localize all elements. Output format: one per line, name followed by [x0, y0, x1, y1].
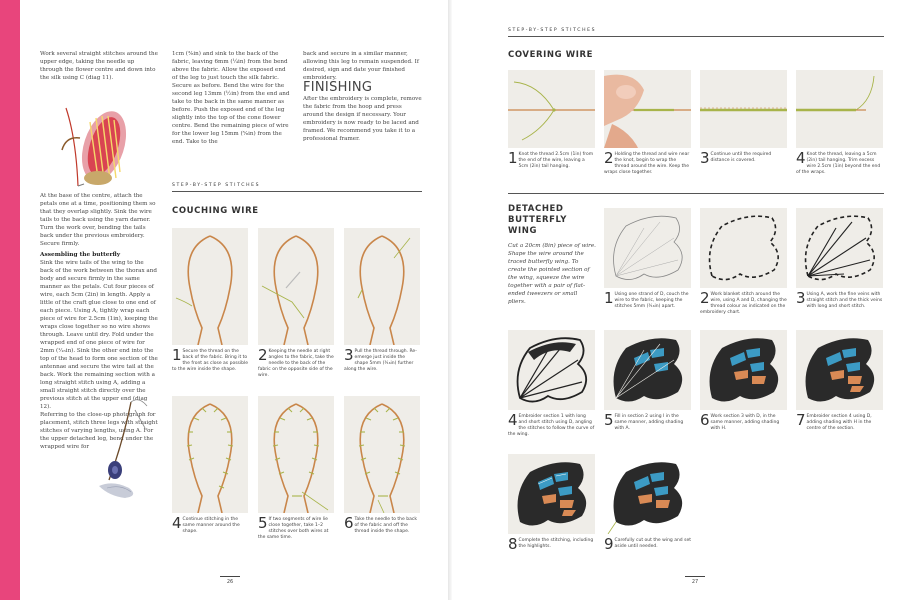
couching-photo-6 [344, 396, 420, 513]
wing-step-7: 7 Embroider section 4 using D, adding shading with H in the centre of the section. [796, 411, 872, 431]
butterfly-wing-title: DETACHED BUTTERFLY WING [508, 204, 567, 236]
page-number-right: 27 [685, 576, 705, 585]
covering-step-1: 1 Knot the thread 2.5cm (1in) from the end of the wire, leaving a 5cm (2in) tail hanging. [508, 149, 594, 169]
couching-photo-3 [344, 228, 420, 345]
wing-photo-6 [700, 330, 787, 410]
butterfly-antennae-illustration [95, 392, 157, 500]
body-paragraph: Work several straight stitches around the upper edge, taking the needle up through the flower centre and down into the silk using C (diag 11). [40, 51, 158, 81]
left-column-1 [40, 50, 158, 82]
covering-step-2: 2 Holding the thread and wire near the knot, begin to wrap the thread around the wire. Keep the wraps close together. [604, 149, 690, 175]
wing-photo-8 [508, 454, 595, 534]
covering-step-4: 4 Knot the thread, leaving a 5cm (2in) tail hanging. Trim excess wire 2.5cm (1in) beyond the end of the wraps. [796, 149, 881, 175]
wing-step-4: 4 Embroider section 1 with long and short stitch using D, angling the stitches to follow the curve of the wing. [508, 411, 595, 437]
wing-step-9: 9 Carefully cut out the wing and set aside until needed. [604, 535, 691, 553]
wing-photo-5 [604, 330, 691, 410]
couching-step-2: 2 Keeping the needle at right angles to the fabric, take the needle to the back of the fabric on the opposite side of the wire. [258, 346, 334, 378]
section-label-left: STEP-BY-STEP STITCHES [172, 183, 261, 188]
page-number-left: 26 [220, 576, 240, 585]
wing-photo-1 [604, 208, 691, 288]
couching-wire-title: COUCHING WIRE [172, 206, 259, 216]
pink-edge-bar [0, 0, 20, 600]
body-paragraph: Referring to the close-up photograph for placement, stitch three legs with straight stitches of varying lengths, using A. For the upper detached leg, bend under the wrapped wire for [40, 412, 158, 450]
couching-photo-4 [172, 396, 248, 513]
wing-step-2: 2 Work blanket stitch around the wire, using A and D, changing the thread colour as indicated on the embroidery chart. [700, 289, 787, 315]
wing-step-1: 1 Using one strand of D, couch the wire to the fabric, keeping the stitches 5mm (³⁄₁₆in) apart. [604, 289, 689, 309]
couching-step-6: 6 Take the needle to the back of the fabric and off the thread inside the shape. [344, 514, 417, 534]
wing-photo-9 [604, 454, 691, 534]
covering-photo-1 [508, 70, 595, 148]
section-rule-right [508, 36, 884, 37]
left-column-3 [303, 50, 423, 143]
book-gutter [448, 0, 452, 600]
section-rule-butterfly [508, 193, 884, 194]
wing-photo-3 [796, 208, 883, 288]
body-paragraph: 1cm (³⁄₈in) and sink to the back of the fabric, leaving 6mm (¼in) from the bend above the fabric. Allow the exposed end of the leg to just touch the silk fabric. Secure as before. Bend the wire for the second leg 13mm (½in) from the end and take to the back in the same manner as before. Push the exposed end of the leg slightly into the top of the cone flower centre. Bend the remaining piece of wire for the lower leg 15mm (⁵⁄₈in) from the end. Take to the [172, 51, 290, 145]
body-paragraph: back and secure in a similar manner, allowing this leg to remain suspended. If desired, sign and date your finished embroidery. [303, 51, 419, 81]
body-paragraph: Sink the wire tails of the wing to the back of the work between the thorax and body and secure firmly in the same manner as the petals. Cut four pieces of wire, each 5cm (2in) in length. Apply a little of the craft glue close to one end of each piece. Using A, tightly wrap each piece of wire for 2.5cm (1in), keeping the wraps close together so no wire shows through. Leave until dry. Fold under the wrapped end of one piece of wire for 2mm (¹⁄₁₆in). Sink the other end into the top of the head to form one section of the antennae and secure the wire tail at the back. Work the remaining section with a long straight stitch using A, adding a small straight stitch directly over the previous stitch at the upper end (diag 12). [40, 260, 158, 410]
couching-step-4: 4 Continue stitching in the same manner around the shape. [172, 514, 240, 534]
wing-step-8: 8 Complete the stitching, including the highlights. [508, 535, 594, 553]
butterfly-intro-text: Cut a 20cm (8in) piece of wire. Shape the wire around the traced butterfly wing. To create the pointed section of the wing, squeeze the wire together with a pair of flat-ended tweezers or small pliers. [508, 243, 596, 305]
covering-photo-3 [700, 70, 787, 148]
couching-photo-2 [258, 228, 334, 345]
wing-step-5: 5 Fill in section 2 using I in the same manner, adding shading with A. [604, 411, 684, 431]
covering-photo-4 [796, 70, 883, 148]
wing-step-3: 3 Using A, work the fine veins with straight stitch and the thick veins with long and short stitch. [796, 289, 883, 309]
covering-wire-title: COVERING WIRE [508, 50, 594, 60]
wing-photo-4 [508, 330, 595, 410]
left-column-2 [172, 50, 292, 146]
subhead-assembling: Assembling the butterfly [40, 252, 121, 258]
covering-step-3: 3 Continue until the required distance is covered. [700, 149, 772, 167]
couching-photo-1 [172, 228, 248, 345]
couching-step-5: 5 If two segments of wire lie close together, take 1–2 stitches over both wires at the same time. [258, 514, 329, 540]
couching-step-3: 3 Pull the thread through. Re-emerge just inside the shape 5mm (³⁄₁₆in) further along the wire. [344, 346, 417, 372]
wing-photo-2 [700, 208, 787, 288]
cone-flower-illustration [58, 98, 150, 190]
wing-step-6: 6 Work section 3 with D, in the same manner, adding shading with H. [700, 411, 780, 431]
section-rule-left [172, 191, 422, 192]
body-paragraph: After the embroidery is complete, remove the fabric from the hoop and press around the design if necessary. Your embroidery is now ready to be laced and framed. We recommend you take it to a professional framer. [303, 96, 422, 142]
wing-photo-7 [796, 330, 883, 410]
couching-photo-5 [258, 396, 334, 513]
finishing-heading: FINISHING [303, 80, 373, 95]
covering-photo-2 [604, 70, 691, 148]
section-label-right: STEP-BY-STEP STITCHES [508, 28, 597, 33]
couching-step-1: 1 Secure the thread on the back of the fabric. Bring it to the front as close as possible to the wire inside the shape. [172, 346, 249, 372]
body-paragraph: At the base of the centre, attach the petals one at a time, positioning them so that they overlap slightly. Sink the wire tails to the back using the yarn darner. Turn the work over, bending the tails back under the previous embroidery. Secure firmly. [40, 193, 156, 247]
